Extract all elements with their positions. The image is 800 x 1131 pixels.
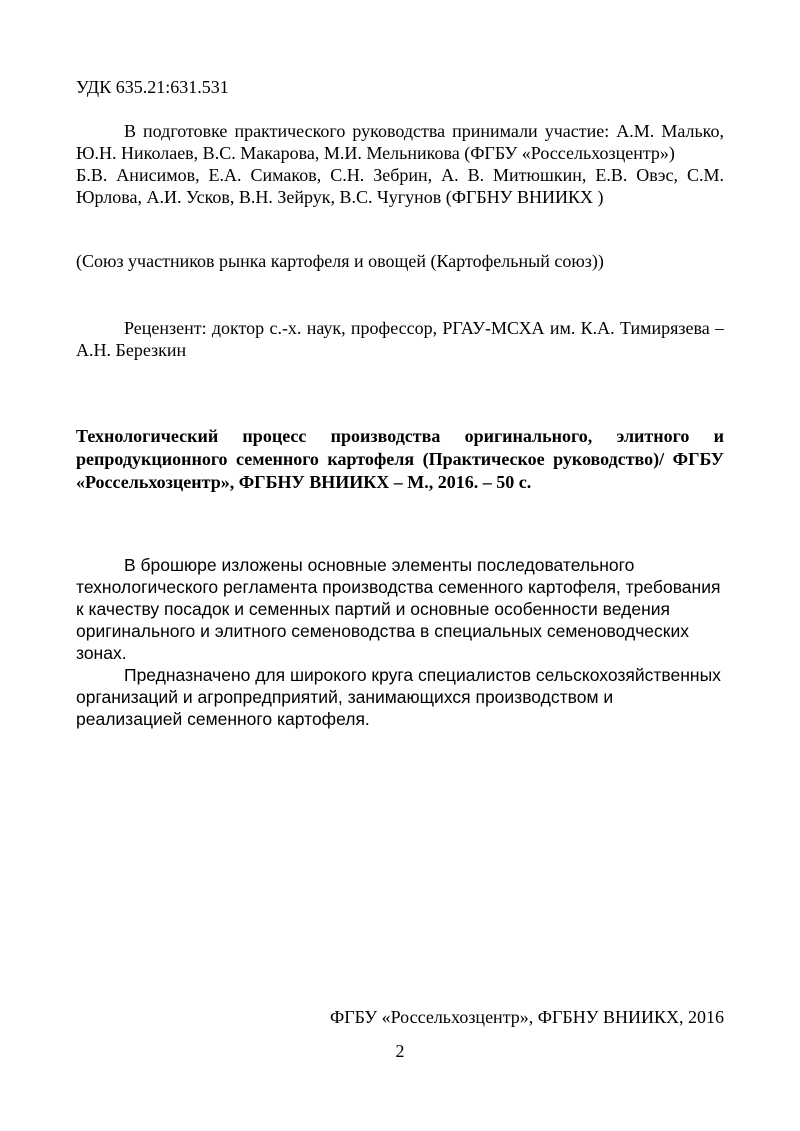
abstract-section [76, 554, 724, 730]
abstract-paragraph-1: В брошюре изложены основные элементы последовательного технологического регламента производства семенного картофеля, требования к качеству посадок и семенных партий и основные особенности ведения оригинального и элитного семеноводства в специальных семеноводческих зонах. [76, 555, 721, 663]
page-number: 2 [395, 1041, 405, 1061]
participants-paragraph-2: Б.В. Анисимов, Е.А. Симаков, С.Н. Зебрин, А. В. Митюшкин, Е.В. Овэс, С.М. Юрлова, А.И. Усков, В.Н. Зейрук, В.С. Чугунов (ФГБНУ ВНИИКХ ) [76, 165, 724, 207]
bibliographic-title: Технологический процесс производства оригинального, элитного и репродукционного семенного картофеля (Практическое руководство)/ ФГБУ «Россельхозцентр», ФГБНУ ВНИИКХ – М., 2016. – 50 с. [76, 426, 724, 492]
abstract-paragraph-2: Предназначено для широкого круга специалистов сельскохозяйственных организаций и агропредприятий, занимающихся производством и реализацией семенного картофеля. [76, 665, 721, 729]
udk-code: УДК 635.21:631.531 [76, 77, 229, 97]
potato-union-note: (Союз участников рынка картофеля и овощей (Картофельный союз)) [76, 251, 604, 271]
publisher-line: ФГБУ «Россельхозцентр», ФГБНУ ВНИИКХ, 2016 [330, 1007, 724, 1027]
participants-section [76, 120, 724, 208]
participants-paragraph-1: В подготовке практического руководства принимали участие: А.М. Малько, Ю.Н. Николаев, В.С. Макарова, М.И. Мельникова (ФГБУ «Россельхозцентр») [76, 121, 724, 163]
reviewer-text: Рецензент: доктор с.-х. наук, профессор, РГАУ-МСХА им. К.А. Тимирязева – А.Н. Березкин [76, 318, 724, 360]
